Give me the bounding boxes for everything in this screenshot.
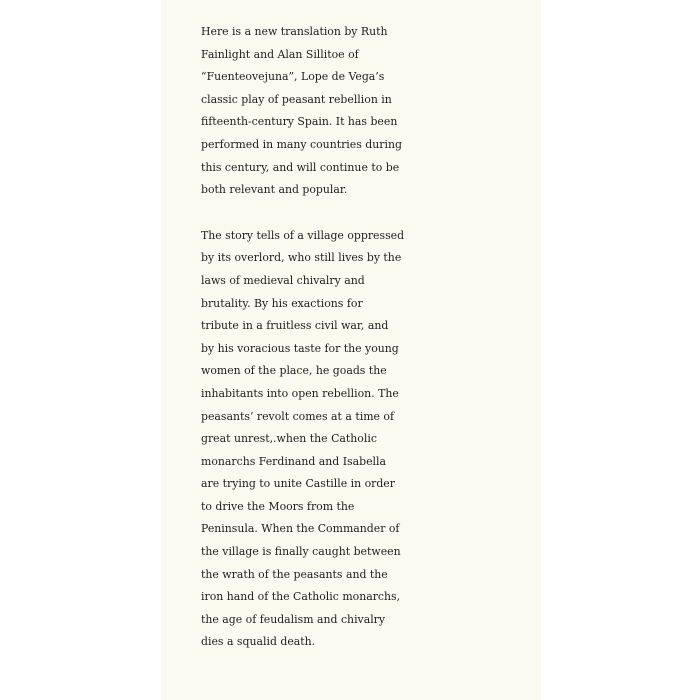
book-flap <box>161 0 541 700</box>
text-line: iron hand of the Catholic monarchs, <box>201 590 401 604</box>
text-line: the village is finally caught between <box>201 545 401 559</box>
text-line: monarchs Ferdinand and Isabella <box>201 454 386 468</box>
text-line: fifteenth-century Spain. It has been <box>201 115 398 129</box>
text-line: peasants’ revolt comes at a time of <box>201 409 395 423</box>
text-line: classic play of peasant rebellion in <box>201 92 392 106</box>
text-line: the age of feudalism and chivalry <box>201 612 386 626</box>
text-line: tribute in a fruitless civil war, and <box>201 319 389 333</box>
blurb-text <box>201 21 541 654</box>
text-line: are trying to unite Castille in order <box>201 477 395 491</box>
text-line: Fainlight and Alan Sillitoe of <box>201 47 359 61</box>
paragraph-intro <box>201 21 541 202</box>
text-line: brutality. By his exactions for <box>201 296 363 310</box>
text-line: great unrest,.when the Catholic <box>201 432 377 446</box>
text-line: to drive the Moors from the <box>201 499 355 513</box>
text-line: The story tells of a village oppressed <box>201 228 405 242</box>
text-line: this century, and will continue to be <box>201 160 400 174</box>
text-line: performed in many countries during <box>201 137 402 151</box>
text-line: by its overlord, who still lives by the <box>201 251 402 265</box>
text-line: laws of medieval chivalry and <box>201 273 365 287</box>
text-line: “Fuenteovejuna”, Lope de Vega’s <box>201 70 385 84</box>
text-line: Here is a new translation by Ruth <box>201 25 388 38</box>
text-line: Peninsula. When the Commander of <box>201 522 400 536</box>
text-line: inhabitants into open rebellion. The <box>201 386 399 400</box>
text-line: the wrath of the peasants and the <box>201 567 388 581</box>
text-line: both relevant and popular. <box>201 183 348 197</box>
text-line: dies a squalid death. <box>201 635 316 649</box>
text-line: by his voracious taste for the young <box>201 341 399 355</box>
paragraph-story <box>201 225 541 654</box>
text-line: women of the place, he goads the <box>201 364 387 378</box>
